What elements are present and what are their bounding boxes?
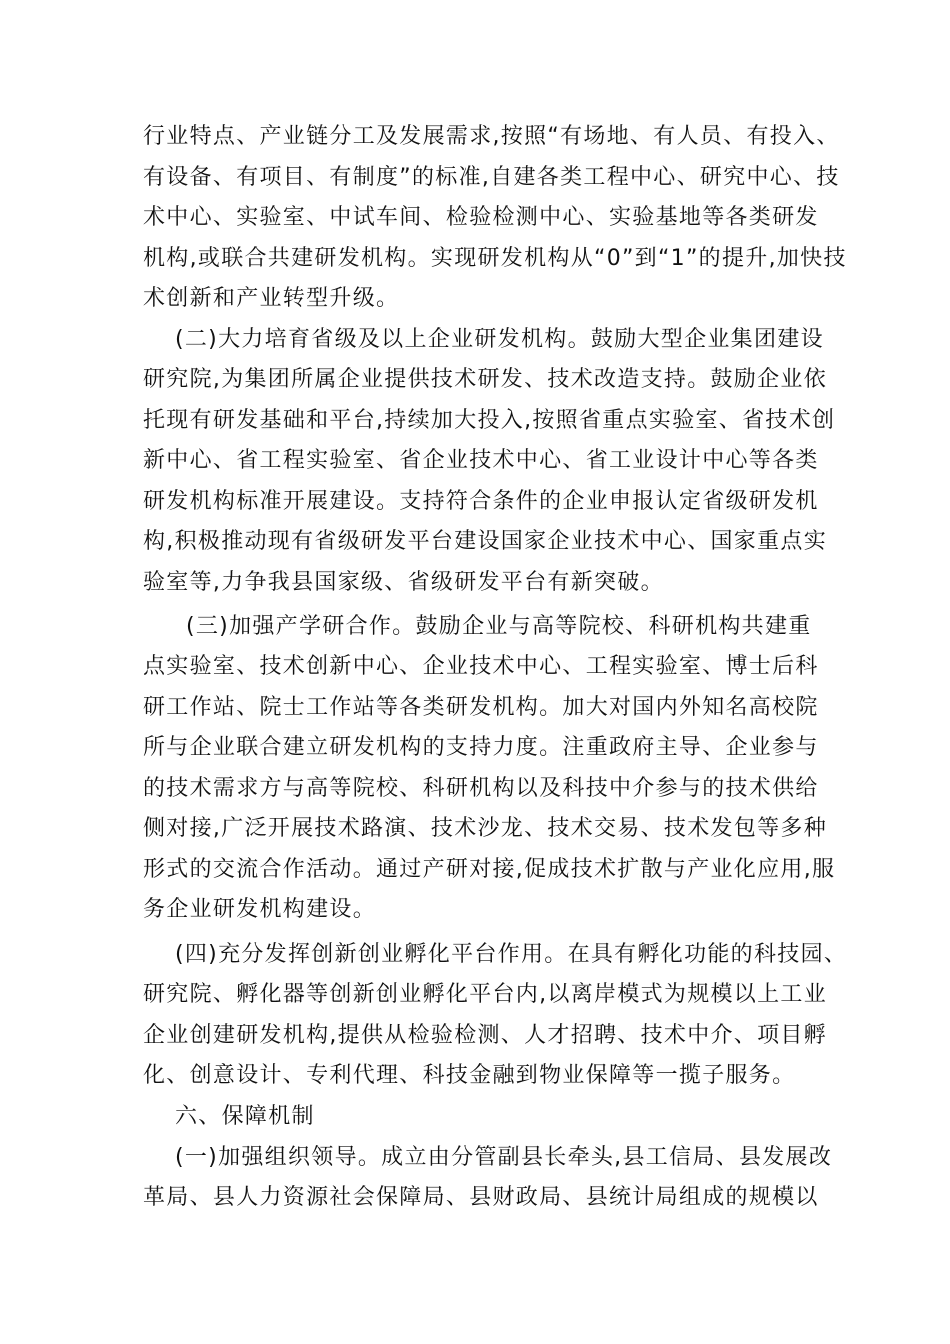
paragraph-heading-3: (三)加强产学研合作。鼓励企业与高等院校、科研机构共建重 bbox=[186, 614, 812, 639]
text-line: 化、创意设计、专利代理、科技金融到物业保障等一揽子服务。 bbox=[143, 1063, 796, 1088]
text-line: 机构,或联合共建研发机构。实现研发机构从“0”到“1”的提升,加快技 bbox=[143, 246, 847, 271]
text-line: 验室等,力争我县国家级、省级研发平台有新突破。 bbox=[143, 570, 664, 595]
text-line: 研发机构标准开展建设。支持符合条件的企业申报认定省级研发机 bbox=[143, 489, 819, 514]
paragraph-heading-1: (一)加强组织领导。成立由分管副县长牵头,县工信局、县发展改 bbox=[175, 1145, 833, 1170]
text-line: 托现有研发基础和平台,持续加大投入,按照省重点实验室、省技术创 bbox=[143, 408, 836, 433]
text-line: 术创新和产业转型升级。 bbox=[143, 286, 400, 311]
paragraph-heading-4: (四)充分发挥创新创业孵化平台作用。在具有孵化功能的科技园、 bbox=[175, 942, 848, 967]
paragraph-heading-2: (二)大力培育省级及以上企业研发机构。鼓励大型企业集团建设 bbox=[175, 327, 824, 352]
text-line: 的技术需求方与高等院校、科研机构以及科技中介参与的技术供给 bbox=[143, 776, 819, 801]
text-line: 形式的交流合作活动。通过产研对接,促成技术扩散与产业化应用,服 bbox=[143, 857, 836, 882]
text-line: 所与企业联合建立研发机构的支持力度。注重政府主导、企业参与 bbox=[143, 735, 819, 760]
text-line: 侧对接,广泛开展技术路演、技术沙龙、技术交易、技术发包等多种 bbox=[143, 816, 827, 841]
text-line: 有设备、有项目、有制度”的标准,自建各类工程中心、研究中心、技 bbox=[143, 165, 840, 190]
section-heading: 六、保障机制 bbox=[175, 1104, 315, 1129]
text-line: 企业创建研发机构,提供从检验检测、人才招聘、技术中介、项目孵 bbox=[143, 1023, 827, 1048]
text-line: 研究院、孵化器等创新创业孵化平台内,以离岸模式为规模以上工业 bbox=[143, 982, 827, 1007]
text-line: 研究院,为集团所属企业提供技术研发、技术改造支持。鼓励企业依 bbox=[143, 367, 827, 392]
text-line: 构,积极推动现有省级研发平台建设国家企业技术中心、国家重点实 bbox=[143, 529, 827, 554]
text-line: 行业特点、产业链分工及发展需求,按照“有场地、有人员、有投入、 bbox=[143, 124, 840, 149]
text-line: 革局、县人力资源社会保障局、县财政局、县统计局组成的规模以 bbox=[143, 1185, 819, 1210]
text-line: 务企业研发机构建设。 bbox=[143, 897, 377, 922]
text-line: 新中心、省工程实验室、省企业技术中心、省工业设计中心等各类 bbox=[143, 448, 819, 473]
text-line: 研工作站、院士工作站等各类研发机构。加大对国内外知名高校院 bbox=[143, 695, 819, 720]
text-line: 点实验室、技术创新中心、企业技术中心、工程实验室、博士后科 bbox=[143, 654, 819, 679]
text-line: 术中心、实验室、中试车间、检验检测中心、实验基地等各类研发 bbox=[143, 205, 819, 230]
